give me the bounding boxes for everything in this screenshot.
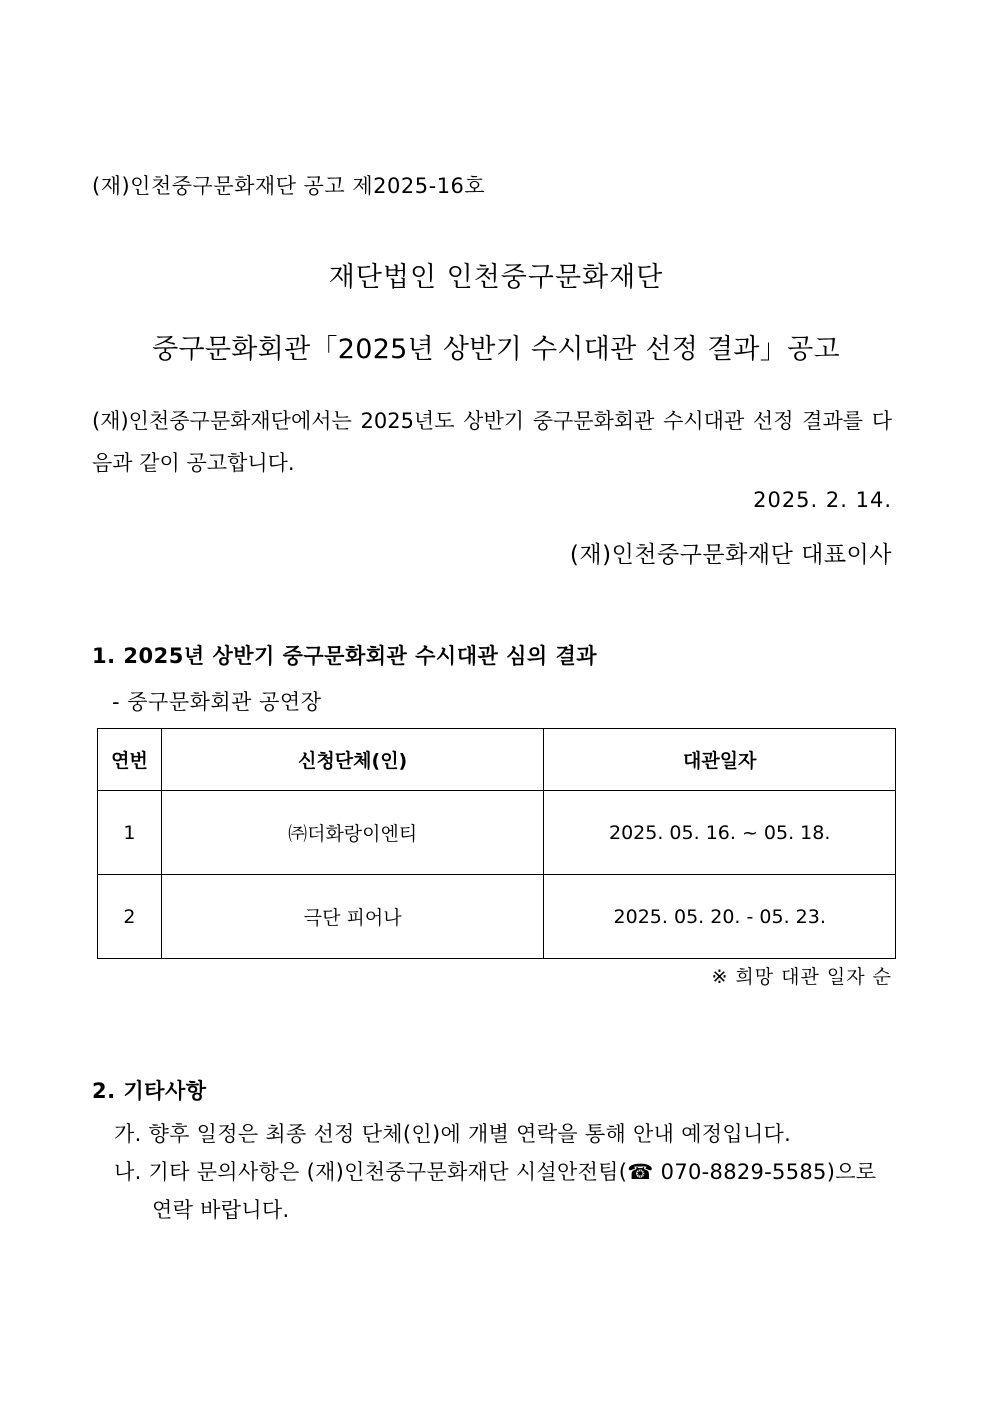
table-header-row [98, 729, 896, 791]
issuer: (재)인천중구문화재단 대표이사 [569, 542, 892, 568]
row-number: 1 [98, 791, 162, 875]
document-title: 재단법인 인천중구문화재단 [328, 262, 664, 293]
notice-date: 2025. 2. 14. [753, 488, 892, 512]
row-rental-date: 2025. 05. 20. - 05. 23. [544, 875, 896, 959]
header-rental-date: 대관일자 [544, 729, 896, 791]
notice-number: (재)인천중구문화재단 공고 제2025-16호 [92, 174, 486, 198]
result-table [97, 728, 896, 959]
section-2-item-b: 나. 기타 문의사항은 (재)인천중구문화재단 시설안전팀(☎ 070-8829-5585)으로 [114, 1160, 877, 1184]
document-subtitle: 중구문화회관「2025년 상반기 수시대관 선정 결과」공고 [152, 334, 840, 365]
row-number: 2 [98, 875, 162, 959]
table-row [98, 791, 896, 875]
row-rental-date: 2025. 05. 16. ~ 05. 18. [544, 791, 896, 875]
table-row [98, 875, 896, 959]
section-1-title: 1. 2025년 상반기 중구문화회관 수시대관 심의 결과 [92, 644, 598, 668]
header-number: 연번 [98, 729, 162, 791]
table-note: ※ 희망 대관 일자 순 [711, 966, 892, 988]
row-applicant: 극단 피어나 [161, 875, 543, 959]
section-1-subtitle: - 중구문화회관 공연장 [112, 690, 322, 714]
intro-paragraph: (재)인천중구문화재단에서는 2025년도 상반기 중구문화회관 수시대관 선정 결과를 다음과 같이 공고합니다. [92, 409, 892, 475]
section-2-title: 2. 기타사항 [92, 1079, 207, 1103]
row-applicant: ㈜더화랑이엔티 [161, 791, 543, 875]
section-2-item-b-continuation: 연락 바랍니다. [152, 1198, 290, 1222]
section-2-item-a: 가. 향후 일정은 최종 선정 단체(인)에 개별 연락을 통해 안내 예정입니다. [114, 1122, 792, 1146]
header-applicant: 신청단체(인) [161, 729, 543, 791]
